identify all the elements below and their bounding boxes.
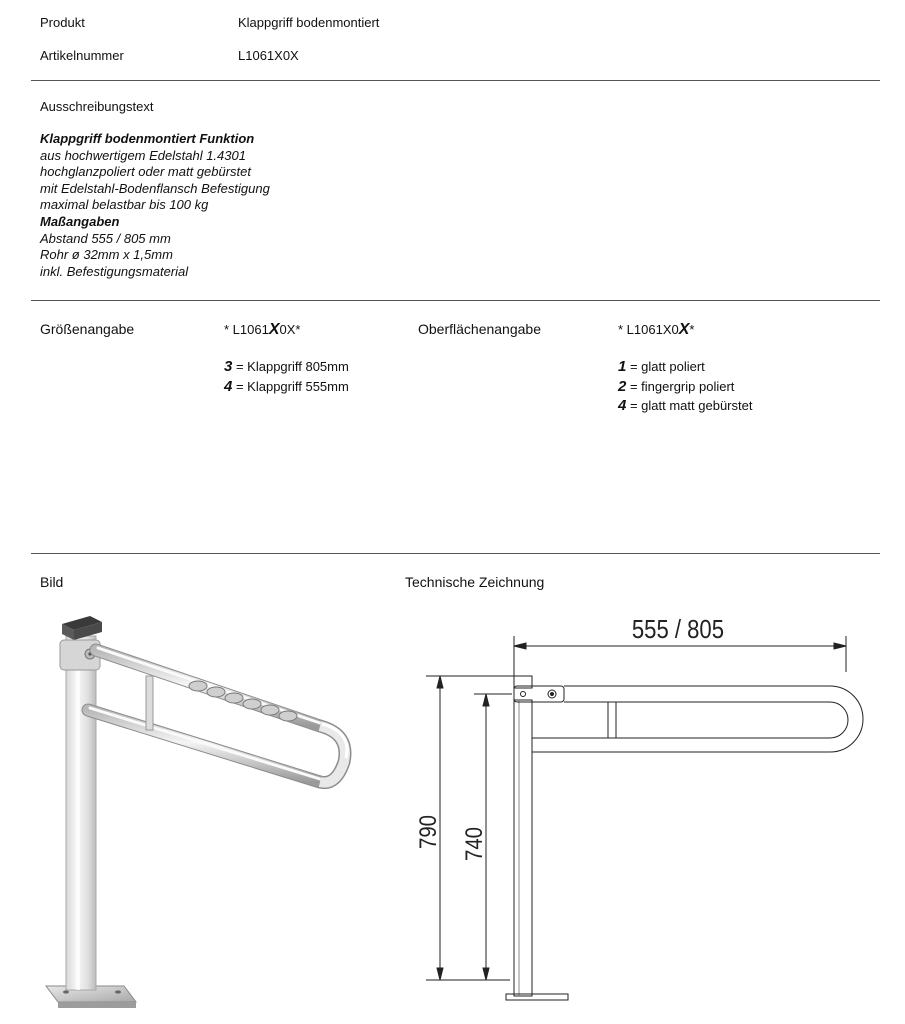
option-number: 1 [618, 358, 627, 375]
tender-line: maximal belastbar bis 100 kg [40, 197, 209, 213]
product-label: Produkt [40, 15, 85, 30]
size-options [224, 357, 349, 396]
surface-code-suffix: * [689, 322, 695, 337]
dimensions-title: Maßangaben [40, 213, 120, 229]
size-option [224, 357, 349, 377]
drawing-label: Technische Zeichnung [405, 574, 545, 590]
size-code-prefix: * L1061 [224, 322, 269, 337]
dimension-line: inkl. Befestigungsmaterial [40, 263, 189, 279]
product-value: Klappgriff bodenmontiert [238, 15, 380, 30]
surface-option [618, 377, 752, 397]
option-text: = glatt poliert [629, 359, 705, 374]
dimension-line: Rohr ø 32mm x 1,5mm [40, 247, 173, 263]
divider [31, 80, 880, 81]
image-label: Bild [40, 574, 64, 590]
option-text: = Klappgriff 805mm [235, 359, 349, 374]
option-number: 3 [224, 358, 233, 375]
surface-code-variable: X [678, 321, 690, 338]
tender-line: aus hochwertigem Edelstahl 1.4301 [40, 147, 246, 163]
tender-heading: Ausschreibungstext [40, 99, 154, 114]
size-option [224, 377, 349, 397]
dimension-line: Abstand 555 / 805 mm [40, 230, 171, 246]
inner-height-dimension: 740 [460, 826, 488, 862]
article-number: L1061X0X [238, 48, 299, 63]
technical-drawing [400, 600, 880, 1010]
size-label: Größenangabe [40, 321, 135, 337]
option-number: 4 [618, 397, 627, 414]
surface-options [618, 357, 752, 416]
width-dimension: 555 / 805 [631, 615, 724, 645]
divider [31, 553, 880, 554]
option-number: 4 [224, 377, 233, 395]
tender-description [40, 131, 270, 280]
surface-option [618, 396, 752, 416]
option-text: = Klappgriff 555mm [235, 378, 349, 394]
divider [31, 300, 880, 301]
surface-label: Oberflächenangabe [418, 321, 541, 337]
tender-line: hochglanzpoliert oder matt gebürstet [40, 164, 252, 180]
tender-line: mit Edelstahl-Bodenflansch Befestigung [40, 180, 270, 196]
size-code-suffix: 0X* [279, 322, 301, 337]
product-image [30, 606, 370, 1016]
option-number: 2 [618, 377, 627, 395]
size-code [224, 321, 300, 339]
surface-code [618, 321, 694, 339]
surface-code-prefix: * L1061X0 [618, 322, 679, 337]
article-label: Artikelnummer [40, 48, 124, 63]
size-code-variable: X [268, 321, 280, 338]
option-text: = fingergrip poliert [629, 378, 735, 394]
option-text: = glatt matt gebürstet [629, 398, 753, 413]
surface-option [618, 357, 752, 377]
tender-title: Klappgriff bodenmontiert Funktion [40, 131, 255, 146]
outer-height-dimension: 790 [414, 814, 442, 850]
